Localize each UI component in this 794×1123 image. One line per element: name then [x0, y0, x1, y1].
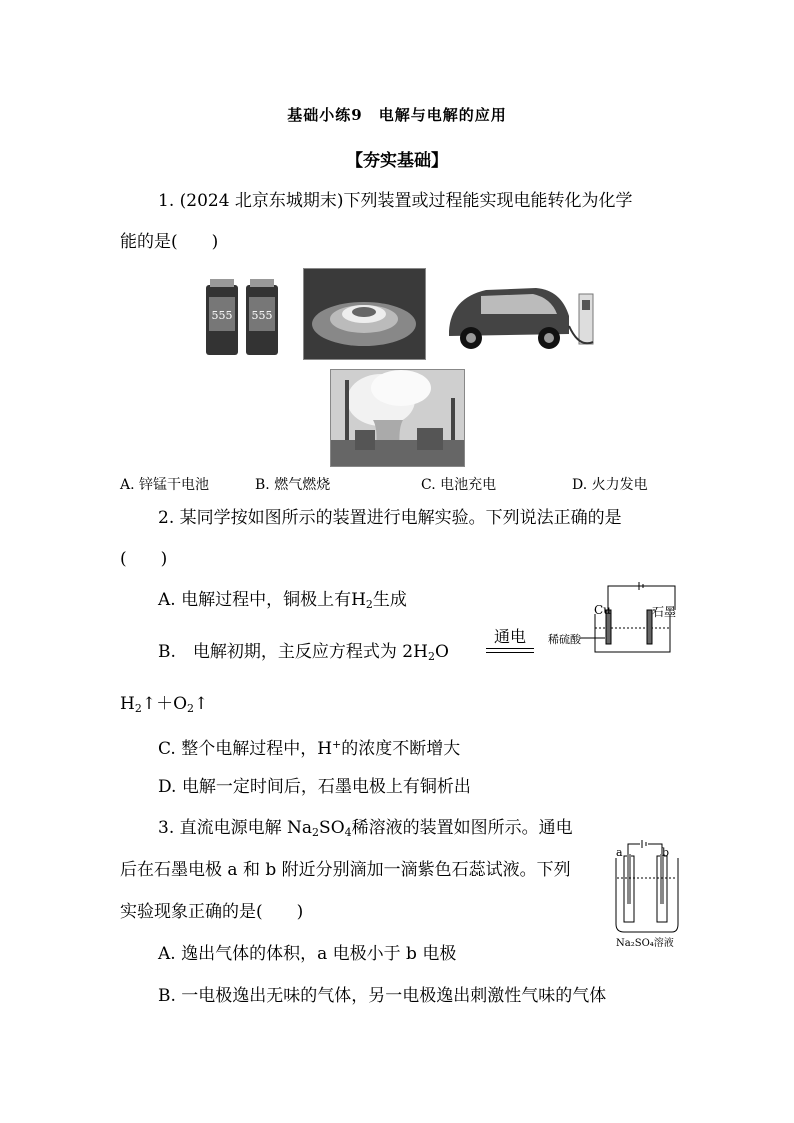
q1-option-b: B. 燃气燃烧 — [255, 477, 331, 493]
q3-option-a: A. 逸出气体的体积，a 电极小于 b 电极 — [158, 944, 457, 964]
section-heading: 【夯实基础】 — [346, 151, 448, 171]
q2-option-d: D. 电解一定时间后，石墨电极上有铜析出 — [158, 777, 471, 797]
q2-option-c: C. 整个电解过程中，H+的浓度不断增大 — [158, 738, 461, 759]
q2-option-b-line2: $H_2↑+O_2↑$ — [120, 694, 209, 715]
q1-line2: 能的是( ) — [120, 232, 219, 252]
q1-option-a: A. 锌锰干电池 — [120, 477, 210, 493]
electrode-a-label: a — [616, 846, 623, 859]
q2-option-b: B. 电解初期，主反应方程式为 $2H_2O$ — [158, 642, 449, 663]
graphite-label: 石墨 — [652, 605, 677, 619]
electrode-b-label: b — [662, 846, 670, 859]
acid-label: 稀硫酸 — [548, 633, 581, 646]
q1-option-c: C. 电池充电 — [421, 477, 497, 493]
q3-line2: 后在石墨电极 a 和 b 附近分别滴加一滴紫色石蕊试液。下列 — [120, 860, 571, 880]
reaction-condition: 通电 — [486, 628, 534, 653]
gas-stove-image — [303, 268, 426, 360]
power-plant-image — [330, 369, 465, 467]
q1-option-d: D. 火力发电 — [572, 477, 648, 493]
electrolysis-figure-q2 — [545, 580, 685, 660]
q2-option-a: A. 电解过程中，铜极上有$H_2$生成 — [158, 590, 407, 611]
q1-line1: 1. (2024 北京东城期末)下列装置或过程能实现电能转化为化学 — [158, 191, 633, 211]
page-title: 基础小练9 电解与电解的应用 — [287, 106, 507, 124]
q2-line1: 2. 某同学按如图所示的装置进行电解实验。下列说法正确的是 — [158, 508, 622, 528]
q3-option-b: B. 一电极逸出无味的气体，另一电极逸出刺激性气味的气体 — [158, 986, 607, 1006]
q2-line2: ( ) — [120, 549, 168, 569]
q3-line3: 实验现象正确的是( ) — [120, 902, 304, 922]
q3-line1: 3. 直流电源电解 $Na_2SO_4$稀溶液的装置如图所示。通电 — [158, 818, 573, 839]
solution-label: Na₂SO₄溶液 — [616, 938, 674, 949]
dry-cell-image — [202, 275, 282, 359]
cu-label: Cu — [594, 603, 611, 617]
electric-car-image — [441, 276, 609, 356]
svg-text:555: 555 — [251, 309, 273, 322]
svg-text:555: 555 — [211, 309, 233, 322]
